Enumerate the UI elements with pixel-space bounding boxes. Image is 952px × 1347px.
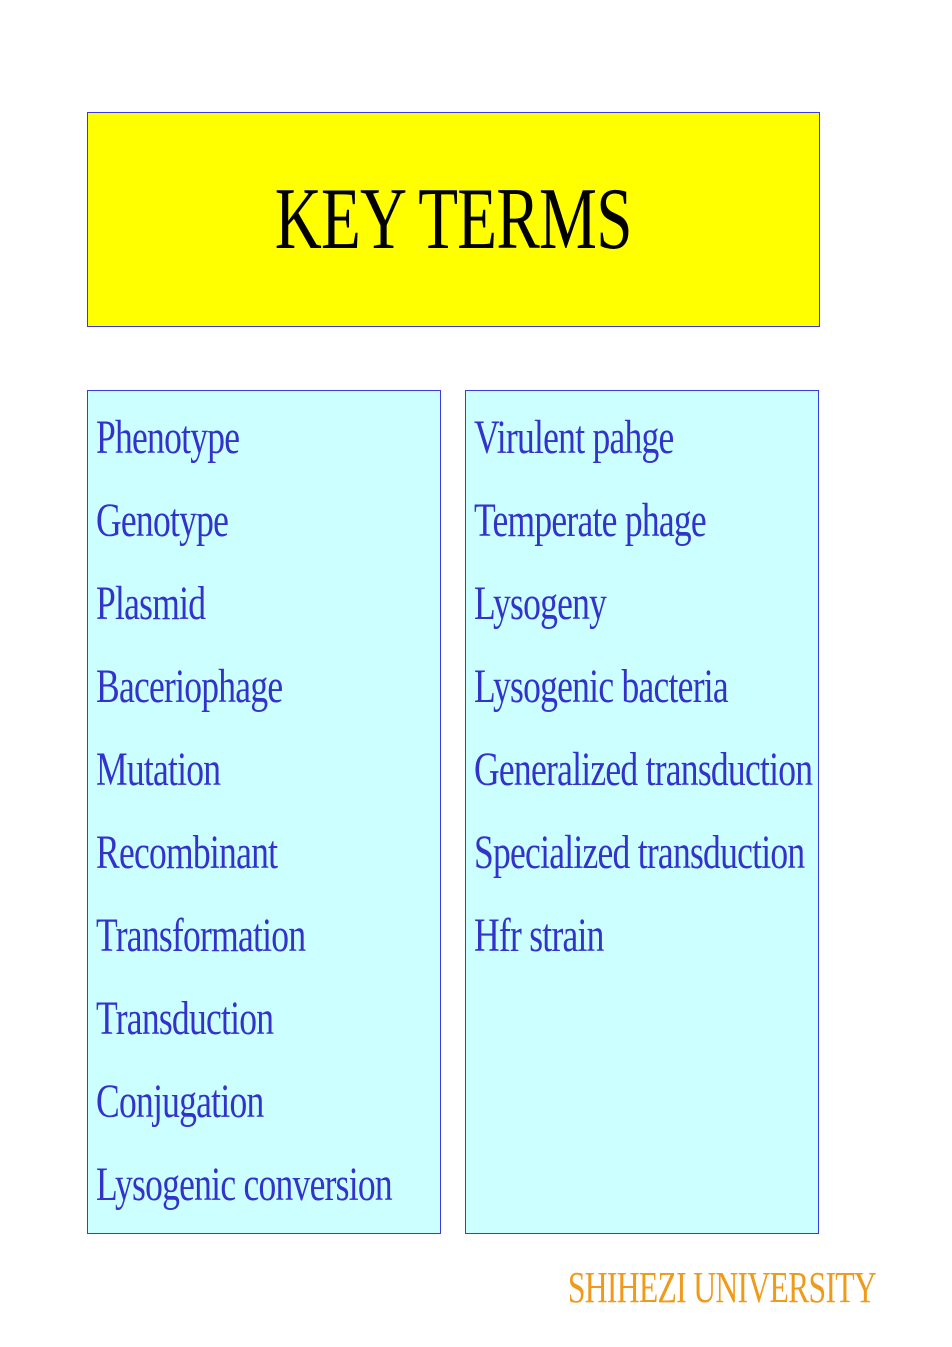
- term-item: Phenotype: [96, 411, 240, 464]
- term-item: Recombinant: [96, 826, 278, 879]
- page-title: KEY TERMS: [275, 170, 632, 268]
- term-item: Hfr strain: [474, 909, 604, 962]
- left-terms-list: [96, 413, 496, 1243]
- term-item: Lysogenic conversion: [96, 1158, 392, 1211]
- term-item: Lysogeny: [474, 577, 607, 630]
- right-terms-panel: [465, 390, 819, 1234]
- term-item: Virulent pahge: [474, 411, 674, 464]
- term-item: Temperate phage: [474, 494, 706, 547]
- left-terms-panel: [87, 390, 441, 1234]
- term-item: Genotype: [96, 494, 229, 547]
- term-item: Baceriophage: [96, 660, 283, 713]
- term-item: Generalized transduction: [474, 743, 813, 796]
- term-item: Plasmid: [96, 577, 206, 630]
- term-item: Mutation: [96, 743, 221, 796]
- footer-university-name: SHIHEZI UNIVERSITY: [567, 1263, 876, 1312]
- title-banner: [87, 112, 820, 327]
- term-item: Specialized transduction: [474, 826, 805, 879]
- term-item: Transformation: [96, 909, 306, 962]
- term-item: Conjugation: [96, 1075, 264, 1128]
- term-item: Transduction: [96, 992, 274, 1045]
- term-item: Lysogenic bacteria: [474, 660, 728, 713]
- right-terms-list: [474, 413, 931, 994]
